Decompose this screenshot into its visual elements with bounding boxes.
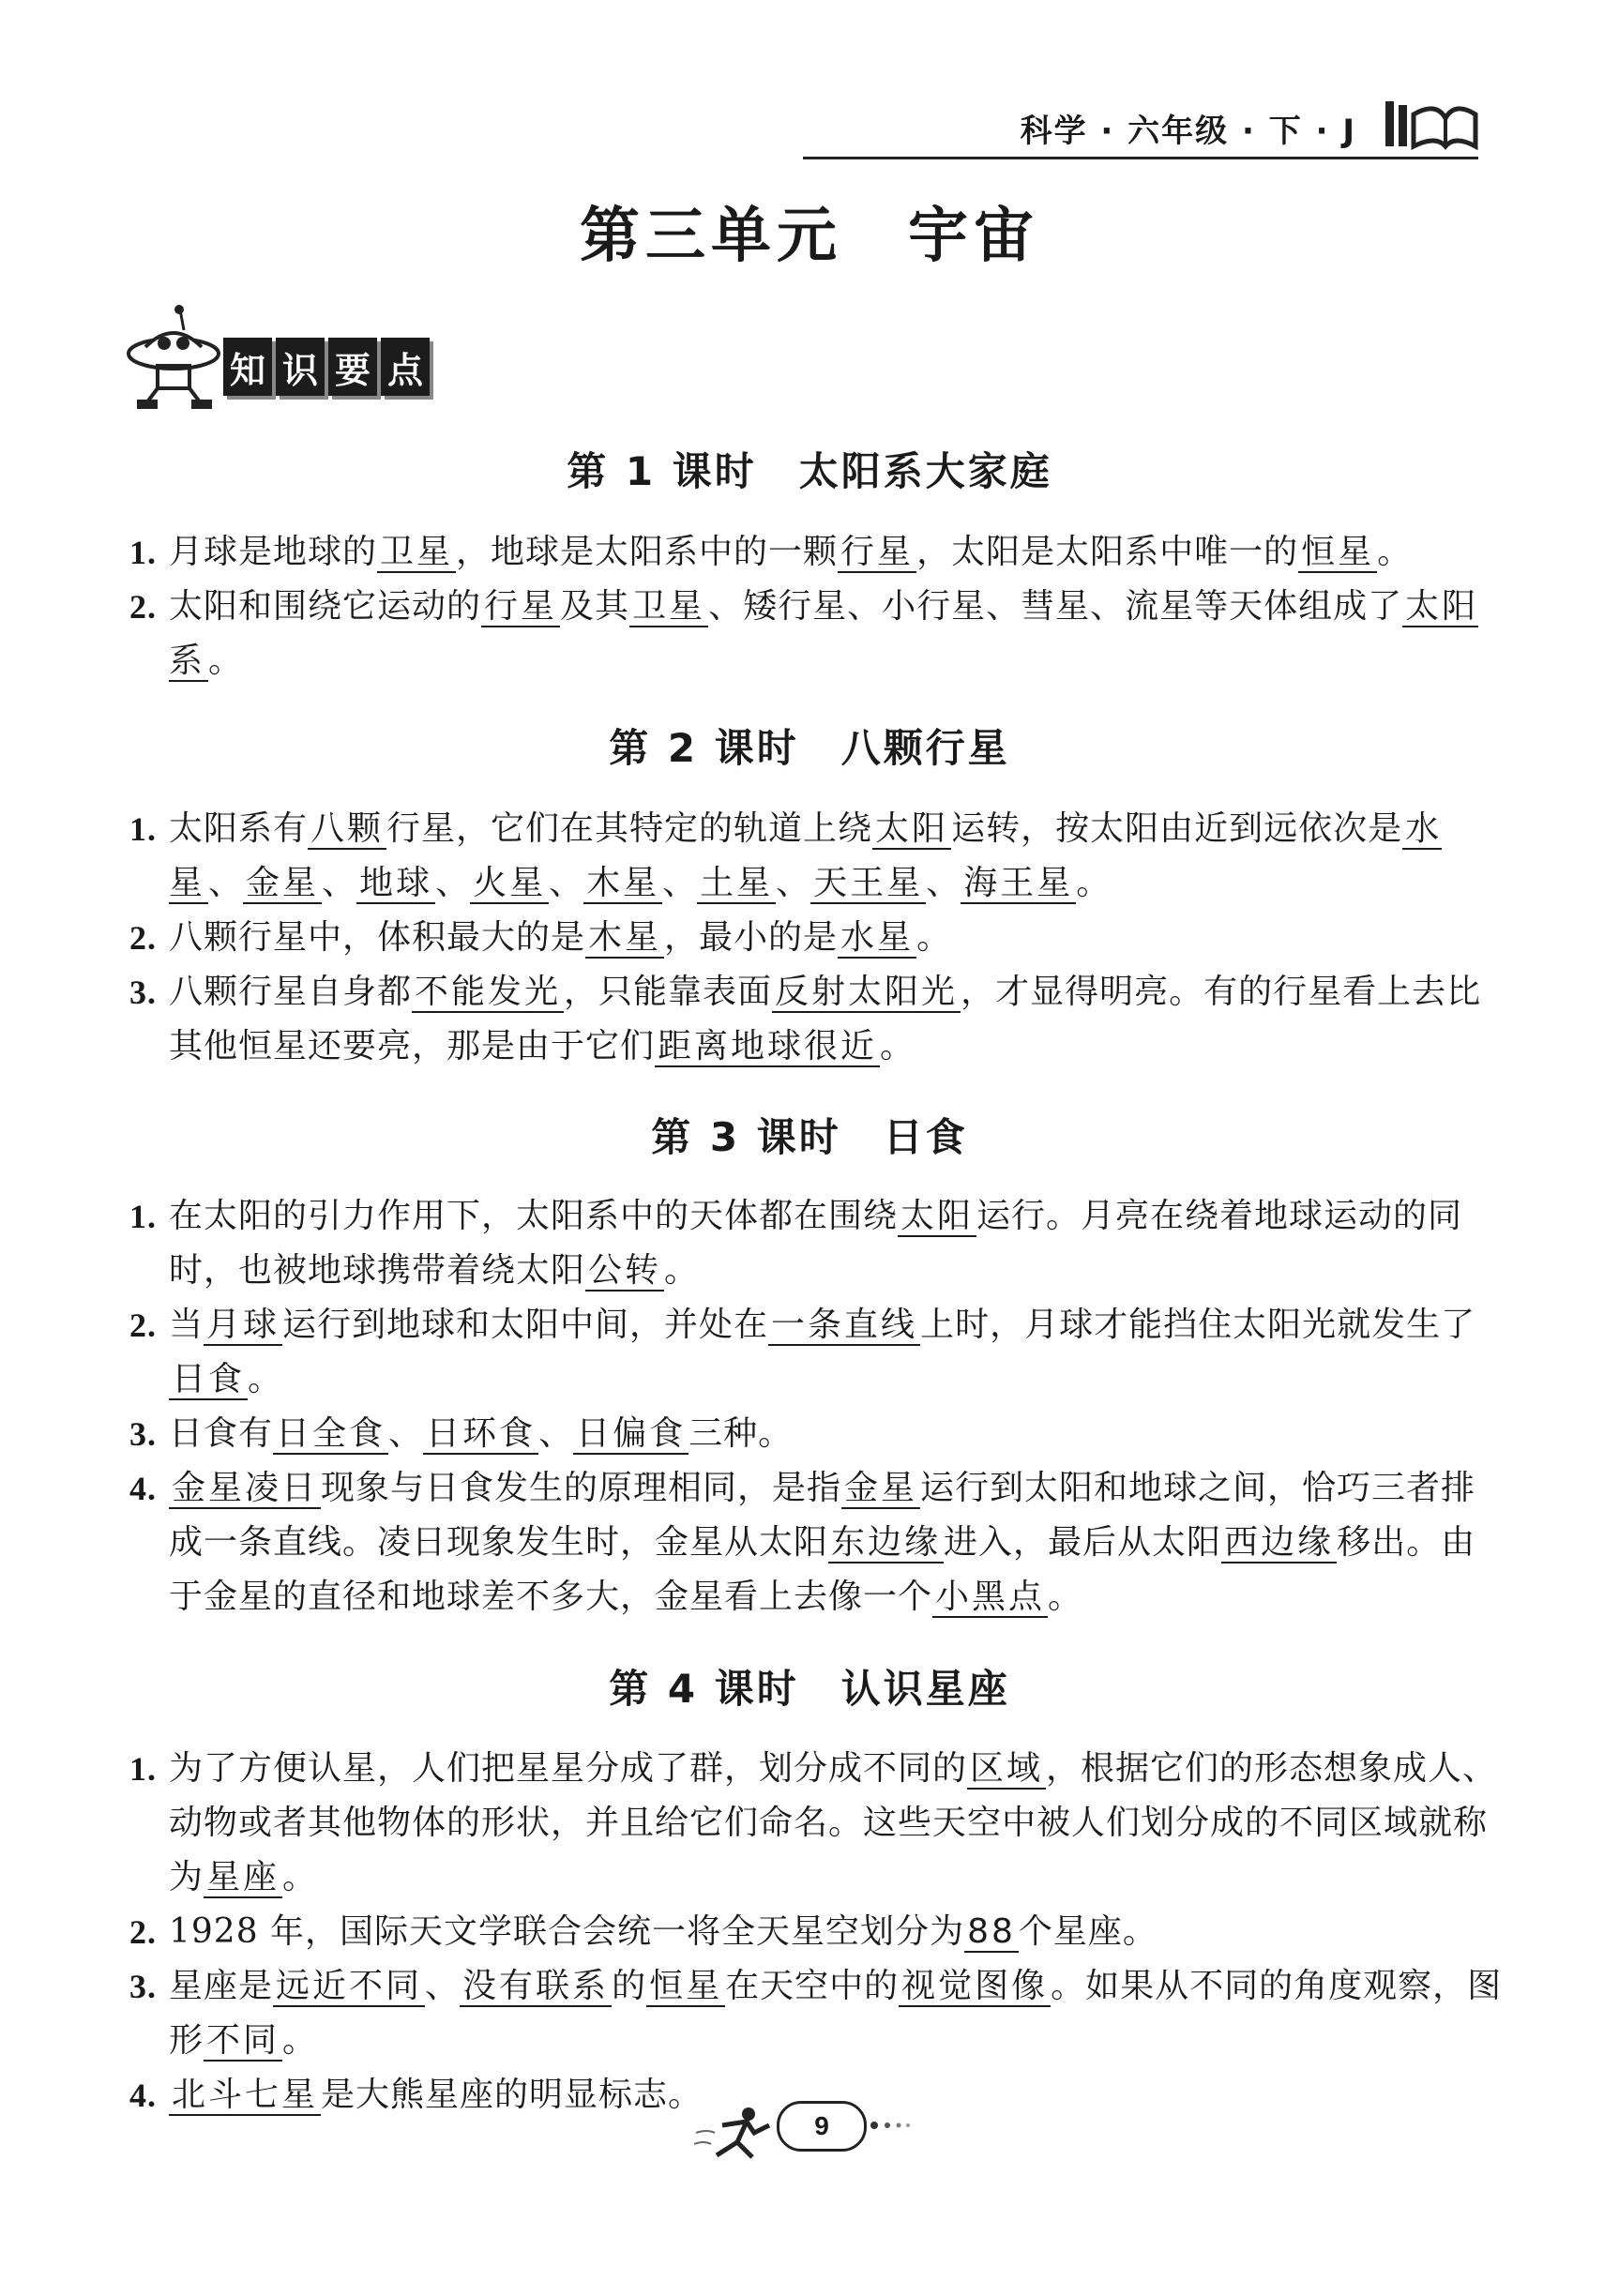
item-text: 。 — [916, 918, 952, 957]
banner-char: 知 — [223, 338, 272, 396]
item-text: 、 — [549, 864, 584, 902]
item-text: 运转，按太阳由近到远依次是 — [951, 809, 1403, 848]
lesson-items — [129, 1189, 1508, 1624]
answer-text: 行星 — [838, 533, 916, 573]
answer-text: 火星 — [470, 864, 549, 904]
page-number: 9 — [777, 2101, 867, 2152]
item-text: 、 — [538, 1414, 574, 1453]
item-text: 。 — [282, 1858, 318, 1896]
item-text: 星座是 — [169, 1967, 274, 2005]
item-text: ，最小的是 — [664, 918, 839, 957]
item-number: 4. — [129, 2077, 157, 2114]
item-text: ，根据它们的形态想象成人、动物或者其他物体的形状，并且给它们命名。这些天空中被人们划分成的不同区域就称为 — [169, 1749, 1498, 1896]
answer-text: 恒星 — [1298, 533, 1377, 573]
item-text: 月球是地球的 — [169, 533, 378, 571]
item-text: 日食有 — [169, 1414, 274, 1453]
runner-icon — [694, 2105, 779, 2161]
item-text: 、 — [425, 1967, 461, 2005]
knowledge-banner — [122, 302, 460, 415]
item-number: 2. — [129, 919, 157, 957]
list-item — [129, 1959, 1508, 2068]
item-text: 太阳系有 — [169, 809, 309, 848]
answer-text: 北斗七星 — [169, 2076, 321, 2116]
banner-char: 点 — [381, 338, 430, 396]
answer-text: 远近不同 — [273, 1967, 425, 2007]
lesson-items — [129, 1742, 1508, 2122]
item-text: 进入，最后从太阳 — [944, 1523, 1222, 1562]
answer-text: 月球 — [204, 1306, 282, 1346]
item-text: 运行。月亮在绕着地球运动的同时，也被地球携带着绕太阳 — [169, 1197, 1463, 1290]
answer-text: 日全食 — [273, 1414, 388, 1455]
item-text: 八颗行星中，体积最大的是 — [169, 918, 586, 957]
item-text: 上时，月球才能挡住太阳光就发生了 — [920, 1306, 1476, 1344]
item-text: ，才显得明亮。有的行星看上去比其他恒星还要亮，那是由于它们 — [169, 973, 1482, 1065]
answer-text: 地球 — [356, 864, 435, 904]
answer-text: 日食 — [169, 1360, 248, 1400]
item-text: 。 — [248, 1360, 283, 1398]
answer-text: 一条直线 — [768, 1306, 920, 1346]
lesson-title: 第 4 课时 认识星座 — [609, 1666, 1010, 1712]
answer-text: 不能发光 — [412, 973, 564, 1013]
item-text: 个星座。 — [1018, 1912, 1158, 1951]
dots-icon — [869, 2120, 915, 2131]
item-text: 是大熊星座的明显标志。 — [321, 2076, 704, 2114]
answer-text: 土星 — [697, 864, 776, 904]
banner-char: 要 — [328, 338, 377, 396]
item-number: 4. — [129, 1470, 157, 1507]
answer-text: 日环食 — [423, 1414, 538, 1455]
item-number: 3. — [129, 974, 157, 1011]
item-number: 1. — [129, 534, 157, 571]
item-text: 在天空中的 — [725, 1967, 900, 2005]
lesson-title: 第 2 课时 八颗行星 — [609, 725, 1010, 771]
list-item — [129, 1905, 1508, 1959]
item-number: 2. — [129, 1307, 157, 1344]
answer-text: 西边缘 — [1221, 1523, 1337, 1563]
answer-text: 反射太阳光 — [772, 973, 961, 1013]
list-item — [129, 965, 1508, 1074]
header-rule — [803, 157, 1478, 159]
unit-title: 第三单元 宇宙 — [580, 202, 1039, 271]
answer-text: 恒星 — [646, 1967, 725, 2007]
answer-text: 海王星 — [961, 864, 1076, 904]
answer-text: 金星凌日 — [169, 1469, 321, 1509]
item-number: 1. — [129, 1750, 157, 1788]
item-text: 、 — [662, 864, 698, 902]
answer-text: 卫星 — [629, 587, 708, 627]
answer-text: 金星 — [841, 1469, 920, 1509]
lesson-items — [129, 525, 1508, 688]
item-text: 在太阳的引力作用下，太阳系中的天体都在围绕 — [169, 1197, 899, 1235]
item-text: ，太阳是太阳系中唯一的 — [916, 533, 1299, 571]
item-text: 的 — [612, 1967, 647, 2005]
answer-text: 星座 — [204, 1858, 282, 1898]
list-item — [129, 1742, 1508, 1905]
item-text: 1928 年，国际天文学联合会统一将全天星空划分为 — [169, 1912, 965, 1951]
answer-text: 日偏食 — [573, 1414, 688, 1455]
item-text: 。 — [1048, 1578, 1083, 1616]
header-text: 科学 · 六年级 · 下 · J — [1020, 113, 1356, 150]
item-text: 移出。由于金星的直径和地球差不多大，金星看上去像一个 — [169, 1523, 1476, 1616]
answer-text: 没有联系 — [460, 1967, 612, 2007]
item-text: 运行到地球和太阳中间，并处在 — [282, 1306, 769, 1344]
item-number: 3. — [129, 1415, 157, 1453]
item-text: 。 — [208, 642, 244, 680]
item-text: 、 — [926, 864, 961, 902]
item-text: 、 — [388, 1414, 424, 1453]
item-text: 行星，它们在其特定的轨道上绕 — [386, 809, 873, 848]
item-number: 2. — [129, 588, 157, 626]
list-item — [129, 1298, 1508, 1407]
item-text: 及其 — [560, 587, 630, 626]
item-text: 当 — [169, 1306, 204, 1344]
item-text: 。 — [664, 1251, 700, 1290]
answer-text: 视觉图像 — [899, 1967, 1051, 2007]
banner-char: 识 — [276, 338, 325, 396]
item-text: 、 — [776, 864, 811, 902]
answer-text: 小黑点 — [932, 1578, 1048, 1618]
robot-mascot-icon — [122, 302, 225, 415]
list-item — [129, 1461, 1508, 1624]
item-text: 现象与日食发生的原理相同，是指 — [321, 1469, 842, 1507]
answer-text: 水星 — [838, 918, 916, 959]
item-text: 为了方便认星，人们把星星分成了群，划分成不同的 — [169, 1749, 968, 1788]
list-item — [129, 1189, 1508, 1298]
item-text: 。如果从不同的角度观察，图形 — [169, 1967, 1503, 2060]
list-item — [129, 580, 1508, 688]
item-number: 2. — [129, 1913, 157, 1951]
item-text: 。 — [282, 2021, 318, 2060]
list-item — [129, 802, 1508, 911]
answer-text: 卫星 — [377, 533, 456, 573]
answer-text: 太阳 — [898, 1197, 976, 1237]
item-number: 1. — [129, 810, 157, 848]
item-number: 1. — [129, 1198, 157, 1235]
lesson-items — [129, 802, 1508, 1074]
answer-text: 八颗 — [308, 809, 386, 850]
item-text: ，只能靠表面 — [564, 973, 773, 1011]
item-text: 。 — [1076, 864, 1112, 902]
answer-text: 行星 — [481, 587, 560, 627]
lesson-title: 第 1 课时 太阳系大家庭 — [567, 448, 1052, 494]
running-header — [803, 94, 1478, 159]
item-text: 、 — [322, 864, 357, 902]
answer-text: 水星 — [169, 809, 1443, 902]
item-text: 太阳和围绕它运动的 — [169, 587, 482, 626]
list-item — [129, 911, 1508, 965]
lesson-title: 第 3 课时 日食 — [651, 1114, 968, 1160]
book-logo-icon — [1380, 94, 1478, 152]
answer-text: 金星 — [243, 864, 322, 904]
item-text: 八颗行星自身都 — [169, 973, 413, 1011]
item-text: ，地球是太阳系中的一颗 — [456, 533, 839, 571]
answer-text: 天王星 — [810, 864, 926, 904]
list-item — [129, 525, 1508, 580]
answer-text: 88 — [964, 1912, 1019, 1953]
answer-text: 不同 — [204, 2021, 282, 2062]
answer-text: 太阳系 — [169, 587, 1479, 680]
item-text: 、矮行星、小行星、彗星、流星等天体组成了 — [708, 587, 1403, 626]
answer-text: 距离地球很近 — [655, 1027, 880, 1067]
list-item — [129, 1407, 1508, 1461]
item-text: 。 — [880, 1027, 915, 1065]
item-text: 、 — [435, 864, 471, 902]
answer-text: 东边缘 — [828, 1523, 944, 1563]
item-text: 运行到太阳和地球之间，恰巧三者排成一条直线。凌日现象发生时，金星从太阳 — [169, 1469, 1476, 1562]
answer-text: 公转 — [585, 1251, 664, 1292]
item-text: 、 — [208, 864, 244, 902]
item-text: 三种。 — [688, 1414, 794, 1453]
item-text: 。 — [1377, 533, 1413, 571]
answer-text: 木星 — [583, 864, 662, 904]
answer-text: 太阳 — [872, 809, 951, 850]
answer-text: 区域 — [967, 1749, 1046, 1790]
item-number: 3. — [129, 1968, 157, 2005]
page-footer — [694, 2101, 938, 2176]
answer-text: 木星 — [585, 918, 664, 959]
